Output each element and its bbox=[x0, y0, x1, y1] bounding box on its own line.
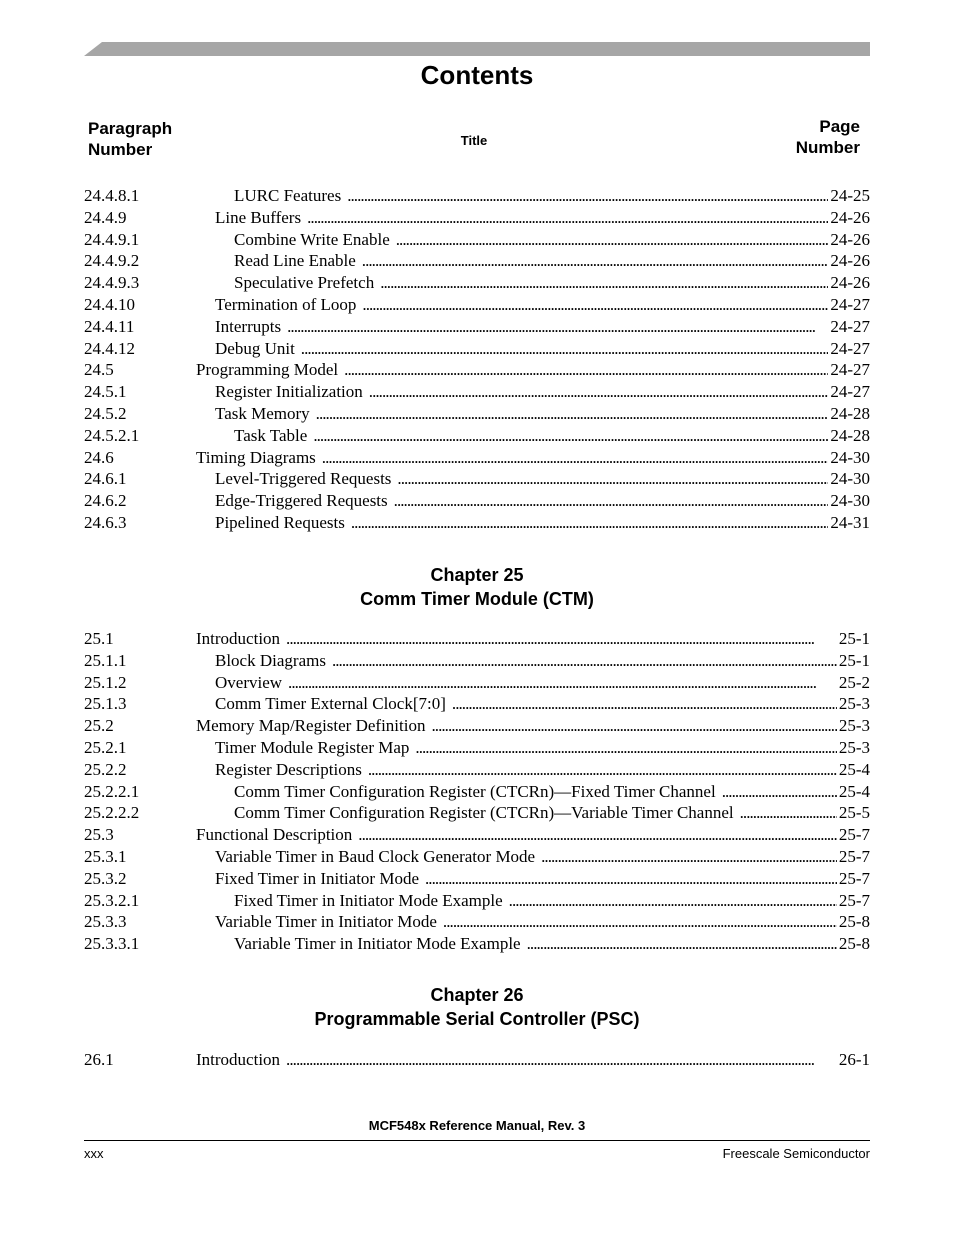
footer-company: Freescale Semiconductor bbox=[722, 1146, 870, 1161]
toc-entry-page: 25-7 bbox=[838, 846, 870, 866]
toc-dot-leader bbox=[358, 824, 837, 846]
toc-entry-page: 25-8 bbox=[838, 934, 870, 954]
toc-entry-body bbox=[196, 381, 870, 403]
toc-entry-title: Pipelined Requests bbox=[215, 512, 345, 532]
toc-entry-number: 26.1 bbox=[84, 1050, 114, 1069]
chapter-25-label: Chapter 25 bbox=[430, 565, 524, 585]
toc-entry-body bbox=[196, 316, 870, 338]
toc-dot-leader bbox=[541, 846, 837, 868]
toc-entry[interactable] bbox=[84, 207, 870, 229]
toc-entry[interactable] bbox=[84, 381, 870, 403]
toc-entry-number: 25.3.3.1 bbox=[84, 934, 140, 954]
chapter-26-label: Chapter 26 bbox=[430, 985, 524, 1005]
toc-entry-title: Level-Triggered Requests bbox=[215, 469, 392, 489]
toc-dot-leader bbox=[307, 207, 828, 229]
toc-entry-page: 25-3 bbox=[838, 694, 870, 714]
toc-entry-number: 24.4.12 bbox=[84, 338, 135, 358]
toc-dot-leader bbox=[286, 628, 837, 650]
toc-entry-number: 25.1 bbox=[84, 629, 114, 648]
toc-entry-title: Introduction bbox=[196, 1050, 281, 1069]
toc-entry-body bbox=[196, 911, 870, 933]
column-header-page bbox=[786, 116, 860, 158]
toc-entry-page: 24-31 bbox=[830, 512, 870, 532]
toc-entry[interactable] bbox=[84, 468, 870, 490]
chapter-26-title: Programmable Serial Controller (PSC) bbox=[314, 1009, 640, 1029]
toc-entry-page: 25-3 bbox=[838, 716, 870, 736]
toc-entry-number: 24.5 bbox=[84, 360, 114, 380]
footer-page-number: xxx bbox=[84, 1146, 104, 1161]
toc-entry-page: 25-5 bbox=[838, 803, 870, 823]
toc-entry[interactable] bbox=[84, 737, 870, 759]
toc-entry-number: 25.3 bbox=[84, 825, 114, 845]
toc-entry-body bbox=[196, 715, 870, 737]
toc-entry-number: 25.1.2 bbox=[84, 672, 127, 692]
toc-entry-body bbox=[196, 447, 870, 469]
column-header-page-text: Page Number bbox=[795, 117, 860, 157]
toc-entry[interactable] bbox=[84, 294, 870, 316]
toc-entry-body bbox=[196, 185, 870, 207]
toc-entry[interactable] bbox=[84, 425, 870, 447]
toc-entry[interactable] bbox=[84, 933, 870, 955]
column-header-paragraph-text: Paragraph Number bbox=[88, 119, 173, 159]
toc-dot-leader bbox=[527, 933, 837, 955]
toc-entry-body bbox=[196, 759, 870, 781]
toc-entry-body bbox=[196, 207, 870, 229]
toc-entry[interactable] bbox=[84, 359, 870, 381]
toc-entry-title: Comm Timer External Clock[7:0] bbox=[215, 694, 446, 714]
toc-entry-body bbox=[196, 824, 870, 846]
toc-entry-title: Fixed Timer in Initiator Mode bbox=[215, 868, 419, 888]
toc-entry-number: 24.6.3 bbox=[84, 512, 127, 532]
toc-entry-body bbox=[196, 512, 870, 534]
toc-entry-page: 24-25 bbox=[830, 186, 870, 205]
page-title: Contents bbox=[420, 60, 534, 90]
toc-entry-number: 25.2.2.1 bbox=[84, 781, 140, 801]
toc-entry-number: 25.1.3 bbox=[84, 694, 127, 714]
toc-dot-leader bbox=[322, 447, 829, 469]
toc-dot-leader bbox=[288, 672, 837, 694]
toc-entry[interactable] bbox=[84, 802, 870, 824]
toc-entry-number: 24.6.2 bbox=[84, 491, 127, 511]
toc-entry[interactable] bbox=[84, 1049, 870, 1071]
toc-dot-leader bbox=[722, 781, 837, 803]
toc-entry-title: Comm Timer Configuration Register (CTCRn)—Variable Timer Channel bbox=[234, 803, 734, 823]
toc-entry-page: 24-27 bbox=[830, 360, 870, 380]
toc-entry-page: 25-2 bbox=[838, 672, 870, 692]
toc-dot-leader bbox=[396, 229, 829, 251]
toc-entry-number: 25.3.2 bbox=[84, 868, 127, 888]
toc-entry-body bbox=[196, 359, 870, 381]
toc-dot-leader bbox=[380, 272, 828, 294]
toc-dot-leader bbox=[313, 425, 828, 447]
toc-entry-number: 24.4.9.1 bbox=[84, 229, 140, 249]
toc-entry-body bbox=[196, 693, 870, 715]
toc-entry-title: Edge-Triggered Requests bbox=[215, 491, 388, 511]
toc-entry[interactable] bbox=[84, 781, 870, 803]
toc-entry[interactable] bbox=[84, 316, 870, 338]
toc-group-chapter-25 bbox=[84, 628, 870, 955]
toc-dot-leader bbox=[425, 868, 837, 890]
toc-entry-title: Timer Module Register Map bbox=[215, 737, 410, 757]
toc-entry-page: 24-27 bbox=[830, 316, 870, 336]
toc-entry-title: Variable Timer in Baud Clock Generator Mode bbox=[215, 846, 536, 866]
toc-entry-title: Register Descriptions bbox=[215, 759, 362, 779]
toc-entry-number: 25.3.3 bbox=[84, 912, 127, 932]
toc-entry-number: 25.2.2 bbox=[84, 759, 127, 779]
toc-entry-body bbox=[196, 868, 870, 890]
toc-entry-title: Programming Model bbox=[196, 360, 339, 380]
toc-entry-body bbox=[196, 846, 870, 868]
toc-dot-leader bbox=[452, 693, 837, 715]
toc-entry-title: Variable Timer in Initiator Mode Example bbox=[234, 934, 521, 954]
toc-entry-page: 25-8 bbox=[838, 912, 870, 932]
toc-entry[interactable] bbox=[84, 693, 870, 715]
toc-entry-page: 26-1 bbox=[838, 1050, 870, 1069]
toc-entry[interactable] bbox=[84, 911, 870, 933]
toc-dot-leader bbox=[443, 911, 837, 933]
toc-entry[interactable] bbox=[84, 250, 870, 272]
toc-entry-number: 25.2.1 bbox=[84, 737, 127, 757]
toc-entry-title: Variable Timer in Initiator Mode bbox=[215, 912, 437, 932]
toc-entry-number: 24.4.9 bbox=[84, 207, 127, 227]
toc-entry-body bbox=[196, 1049, 870, 1071]
toc-dot-leader bbox=[332, 650, 837, 672]
toc-entry-number: 24.4.9.2 bbox=[84, 251, 140, 271]
toc-entry-body bbox=[196, 294, 870, 316]
toc-entry-page: 24-26 bbox=[830, 229, 870, 249]
toc-entry-body bbox=[196, 628, 870, 650]
toc-entry-page: 25-3 bbox=[838, 737, 870, 757]
toc-entry-title: Interrupts bbox=[215, 316, 282, 336]
toc-dot-leader bbox=[740, 802, 837, 824]
toc-entry[interactable] bbox=[84, 650, 870, 672]
toc-entry[interactable] bbox=[84, 512, 870, 534]
toc-dot-leader bbox=[369, 381, 829, 403]
toc-group-chapter-24 bbox=[84, 185, 870, 534]
toc-entry-title: Comm Timer Configuration Register (CTCRn)—Fixed Timer Channel bbox=[234, 781, 716, 801]
toc-entry[interactable] bbox=[84, 490, 870, 512]
toc-entry-number: 25.2 bbox=[84, 716, 114, 736]
toc-entry-page: 24-28 bbox=[830, 403, 870, 423]
toc-entry-title: Block Diagrams bbox=[215, 650, 326, 670]
toc-entry-page: 25-7 bbox=[838, 825, 870, 845]
toc-entry[interactable] bbox=[84, 759, 870, 781]
toc-entry-body bbox=[196, 272, 870, 294]
toc-entry-body bbox=[196, 781, 870, 803]
toc-entry[interactable] bbox=[84, 868, 870, 890]
toc-dot-leader bbox=[509, 890, 837, 912]
toc-entry-number: 24.4.10 bbox=[84, 294, 135, 314]
toc-entry[interactable] bbox=[84, 185, 870, 207]
toc-entry[interactable] bbox=[84, 272, 870, 294]
toc-entry-body bbox=[196, 229, 870, 251]
toc-entry-body bbox=[196, 672, 870, 694]
chapter-25-heading bbox=[0, 563, 954, 611]
toc-dot-leader bbox=[287, 316, 828, 338]
toc-dot-leader bbox=[415, 737, 836, 759]
toc-entry-number: 24.5.2.1 bbox=[84, 425, 140, 445]
toc-entry-title: Functional Description bbox=[196, 825, 353, 845]
toc-dot-leader bbox=[344, 359, 828, 381]
header-bar bbox=[84, 42, 870, 56]
toc-dot-leader bbox=[431, 715, 836, 737]
toc-entry-page: 24-27 bbox=[830, 294, 870, 314]
chapter-26-heading bbox=[0, 983, 954, 1031]
toc-entry-number: 25.3.1 bbox=[84, 846, 127, 866]
toc-entry-title: Introduction bbox=[196, 629, 281, 648]
toc-entry-title: Read Line Enable bbox=[234, 251, 356, 271]
toc-dot-leader bbox=[368, 759, 837, 781]
toc-entry-number: 24.4.8.1 bbox=[84, 186, 140, 205]
toc-entry-page: 25-4 bbox=[838, 759, 870, 779]
toc-dot-leader bbox=[347, 185, 828, 207]
toc-entry-page: 24-26 bbox=[830, 251, 870, 271]
toc-entry-page: 24-28 bbox=[830, 425, 870, 445]
toc-entry-page: 25-4 bbox=[838, 781, 870, 801]
toc-dot-leader bbox=[301, 338, 829, 360]
toc-entry-page: 24-30 bbox=[830, 491, 870, 511]
toc-entry-page: 24-30 bbox=[830, 469, 870, 489]
toc-entry-number: 24.4.11 bbox=[84, 316, 135, 336]
toc-entry-body bbox=[196, 425, 870, 447]
toc-entry[interactable] bbox=[84, 229, 870, 251]
toc-entry-body bbox=[196, 468, 870, 490]
toc-entry[interactable] bbox=[84, 628, 870, 650]
toc-entry-number: 24.6 bbox=[84, 447, 114, 467]
toc-entry-body bbox=[196, 802, 870, 824]
toc-entry-body bbox=[196, 338, 870, 360]
toc-entry-page: 25-1 bbox=[838, 650, 870, 670]
toc-dot-leader bbox=[351, 512, 828, 534]
toc-entry-body bbox=[196, 737, 870, 759]
toc-entry-number: 25.2.2.2 bbox=[84, 803, 140, 823]
toc-entry-page: 25-7 bbox=[838, 868, 870, 888]
toc-entry-title: Memory Map/Register Definition bbox=[196, 716, 426, 736]
toc-entry[interactable] bbox=[84, 672, 870, 694]
toc-entry-number: 24.5.2 bbox=[84, 403, 127, 423]
toc-entry-number: 24.5.1 bbox=[84, 382, 127, 402]
toc-entry-title: Register Initialization bbox=[215, 382, 363, 402]
toc-entry[interactable] bbox=[84, 824, 870, 846]
toc-entry-page: 25-1 bbox=[838, 629, 870, 648]
toc-dot-leader bbox=[316, 403, 829, 425]
toc-entry-number: 24.4.9.3 bbox=[84, 273, 140, 293]
toc-entry-title: Termination of Loop bbox=[215, 294, 357, 314]
toc-entry-body bbox=[196, 933, 870, 955]
toc-entry-body bbox=[196, 250, 870, 272]
toc-entry-title: Debug Unit bbox=[215, 338, 295, 358]
toc-entry[interactable] bbox=[84, 846, 870, 868]
footer-manual-title: MCF548x Reference Manual, Rev. 3 bbox=[368, 1118, 586, 1133]
chapter-25-title: Comm Timer Module (CTM) bbox=[360, 589, 594, 609]
toc-entry-number: 24.6.1 bbox=[84, 469, 127, 489]
toc-entry[interactable] bbox=[84, 447, 870, 469]
toc-entry-title: LURC Features bbox=[234, 186, 342, 205]
toc-entry-title: Line Buffers bbox=[215, 207, 302, 227]
toc-dot-leader bbox=[362, 294, 828, 316]
toc-entry-number: 25.1.1 bbox=[84, 650, 127, 670]
toc-dot-leader bbox=[362, 250, 829, 272]
toc-entry-page: 24-27 bbox=[830, 338, 870, 358]
toc-entry-title: Timing Diagrams bbox=[196, 447, 316, 467]
toc-entry-body bbox=[196, 890, 870, 912]
toc-entry-body bbox=[196, 403, 870, 425]
toc-entry-page: 25-7 bbox=[838, 890, 870, 910]
toc-entry-title: Overview bbox=[215, 672, 283, 692]
toc-entry[interactable] bbox=[84, 715, 870, 737]
toc-entry-page: 24-27 bbox=[830, 382, 870, 402]
toc-entry-page: 24-30 bbox=[830, 447, 870, 467]
toc-entry-page: 24-26 bbox=[830, 273, 870, 293]
footer-divider bbox=[84, 1140, 870, 1141]
toc-dot-leader bbox=[394, 490, 829, 512]
toc-entry[interactable] bbox=[84, 403, 870, 425]
toc-dot-leader bbox=[397, 468, 828, 490]
column-header-title: Title bbox=[460, 133, 488, 148]
toc-entry-title: Speculative Prefetch bbox=[234, 273, 375, 293]
toc-dot-leader bbox=[286, 1049, 837, 1071]
toc-entry[interactable] bbox=[84, 890, 870, 912]
toc-entry-title: Combine Write Enable bbox=[234, 229, 390, 249]
toc-entry[interactable] bbox=[84, 338, 870, 360]
toc-entry-title: Task Table bbox=[234, 425, 308, 445]
toc-entry-page: 24-26 bbox=[830, 207, 870, 227]
toc-entry-body bbox=[196, 490, 870, 512]
toc-group-chapter-26 bbox=[84, 1049, 870, 1071]
toc-entry-title: Fixed Timer in Initiator Mode Example bbox=[234, 890, 503, 910]
toc-entry-number: 25.3.2.1 bbox=[84, 890, 140, 910]
toc-entry-body bbox=[196, 650, 870, 672]
toc-entry-title: Task Memory bbox=[215, 403, 310, 423]
